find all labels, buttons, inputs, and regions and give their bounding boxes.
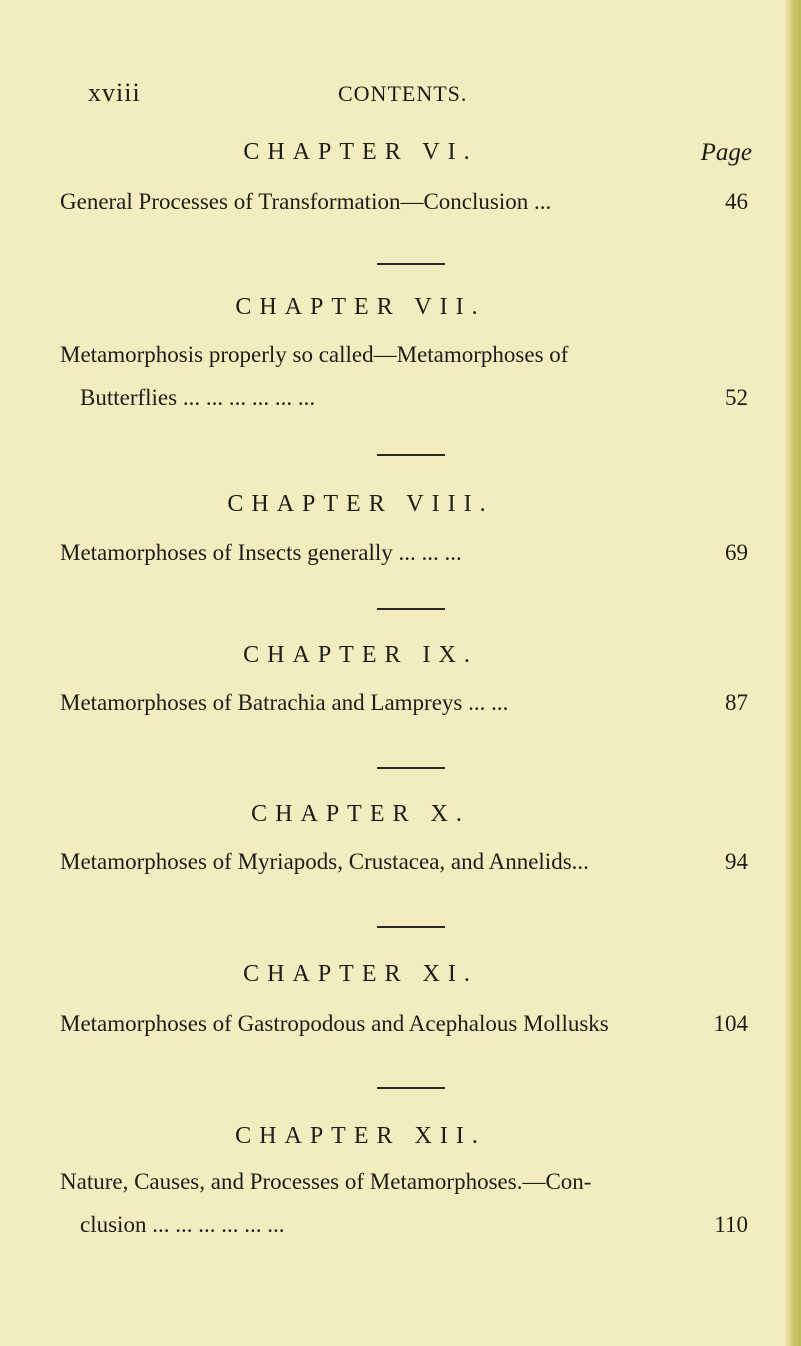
chapter-entry-xi: [60, 961, 790, 1091]
chapter-description-line: Metamorphoses of Insects generally ... ... ...: [60, 540, 462, 565]
chapter-title: CHAPTER X.: [251, 801, 470, 827]
chapter-entry-x: [60, 801, 790, 931]
chapter-page-number: 69: [725, 540, 748, 565]
chapter-entry-ix: [60, 642, 790, 772]
chapter-description-line: Nature, Causes, and Processes of Metamorphoses.—Con-: [60, 1169, 592, 1194]
chapter-entry-viii: [60, 491, 790, 621]
section-rule: [377, 454, 445, 456]
page-folio: xviii: [88, 78, 141, 107]
section-rule: [377, 263, 445, 265]
running-head: [0, 78, 801, 108]
chapter-description-line: Metamorphoses of Gastropodous and Acephalous Mollusks: [60, 1011, 609, 1036]
section-rule: [377, 926, 445, 928]
chapter-description-line: Metamorphosis properly so called—Metamorphoses of: [60, 342, 569, 367]
chapter-description-line: Butterflies ... ... ... ... ... ...: [80, 385, 316, 410]
section-rule: [377, 767, 445, 769]
chapter-title: CHAPTER VIII.: [227, 491, 494, 517]
chapter-entry-vii: [60, 294, 790, 424]
chapter-entry-vi: [60, 139, 790, 269]
running-head-title: CONTENTS.: [338, 81, 468, 106]
chapter-page-number: 87: [725, 690, 748, 715]
chapter-title: CHAPTER VI.: [243, 139, 478, 165]
chapter-title: CHAPTER VII.: [235, 294, 486, 320]
chapter-page-number: 104: [713, 1011, 748, 1036]
section-rule: [377, 608, 445, 610]
chapter-description-line: Metamorphoses of Myriapods, Crustacea, and Annelids...: [60, 849, 589, 874]
chapter-page-number: 46: [725, 189, 748, 214]
chapter-entry-xii: [60, 1123, 790, 1253]
chapter-page-number: 52: [725, 385, 748, 410]
chapter-title: CHAPTER XII.: [235, 1123, 486, 1149]
chapter-description-line: Metamorphoses of Batrachia and Lampreys ... ...: [60, 690, 509, 715]
page-column-label: Page: [700, 139, 752, 166]
chapter-title: CHAPTER IX.: [243, 642, 478, 668]
chapter-description-line: clusion ... ... ... ... ... ...: [80, 1212, 285, 1237]
chapter-page-number: 94: [725, 849, 748, 874]
chapter-description-line: General Processes of Transformation—Conclusion ...: [60, 189, 552, 214]
chapter-page-number: 110: [714, 1212, 748, 1237]
section-rule: [377, 1087, 445, 1089]
chapter-title: CHAPTER XI.: [243, 961, 478, 987]
